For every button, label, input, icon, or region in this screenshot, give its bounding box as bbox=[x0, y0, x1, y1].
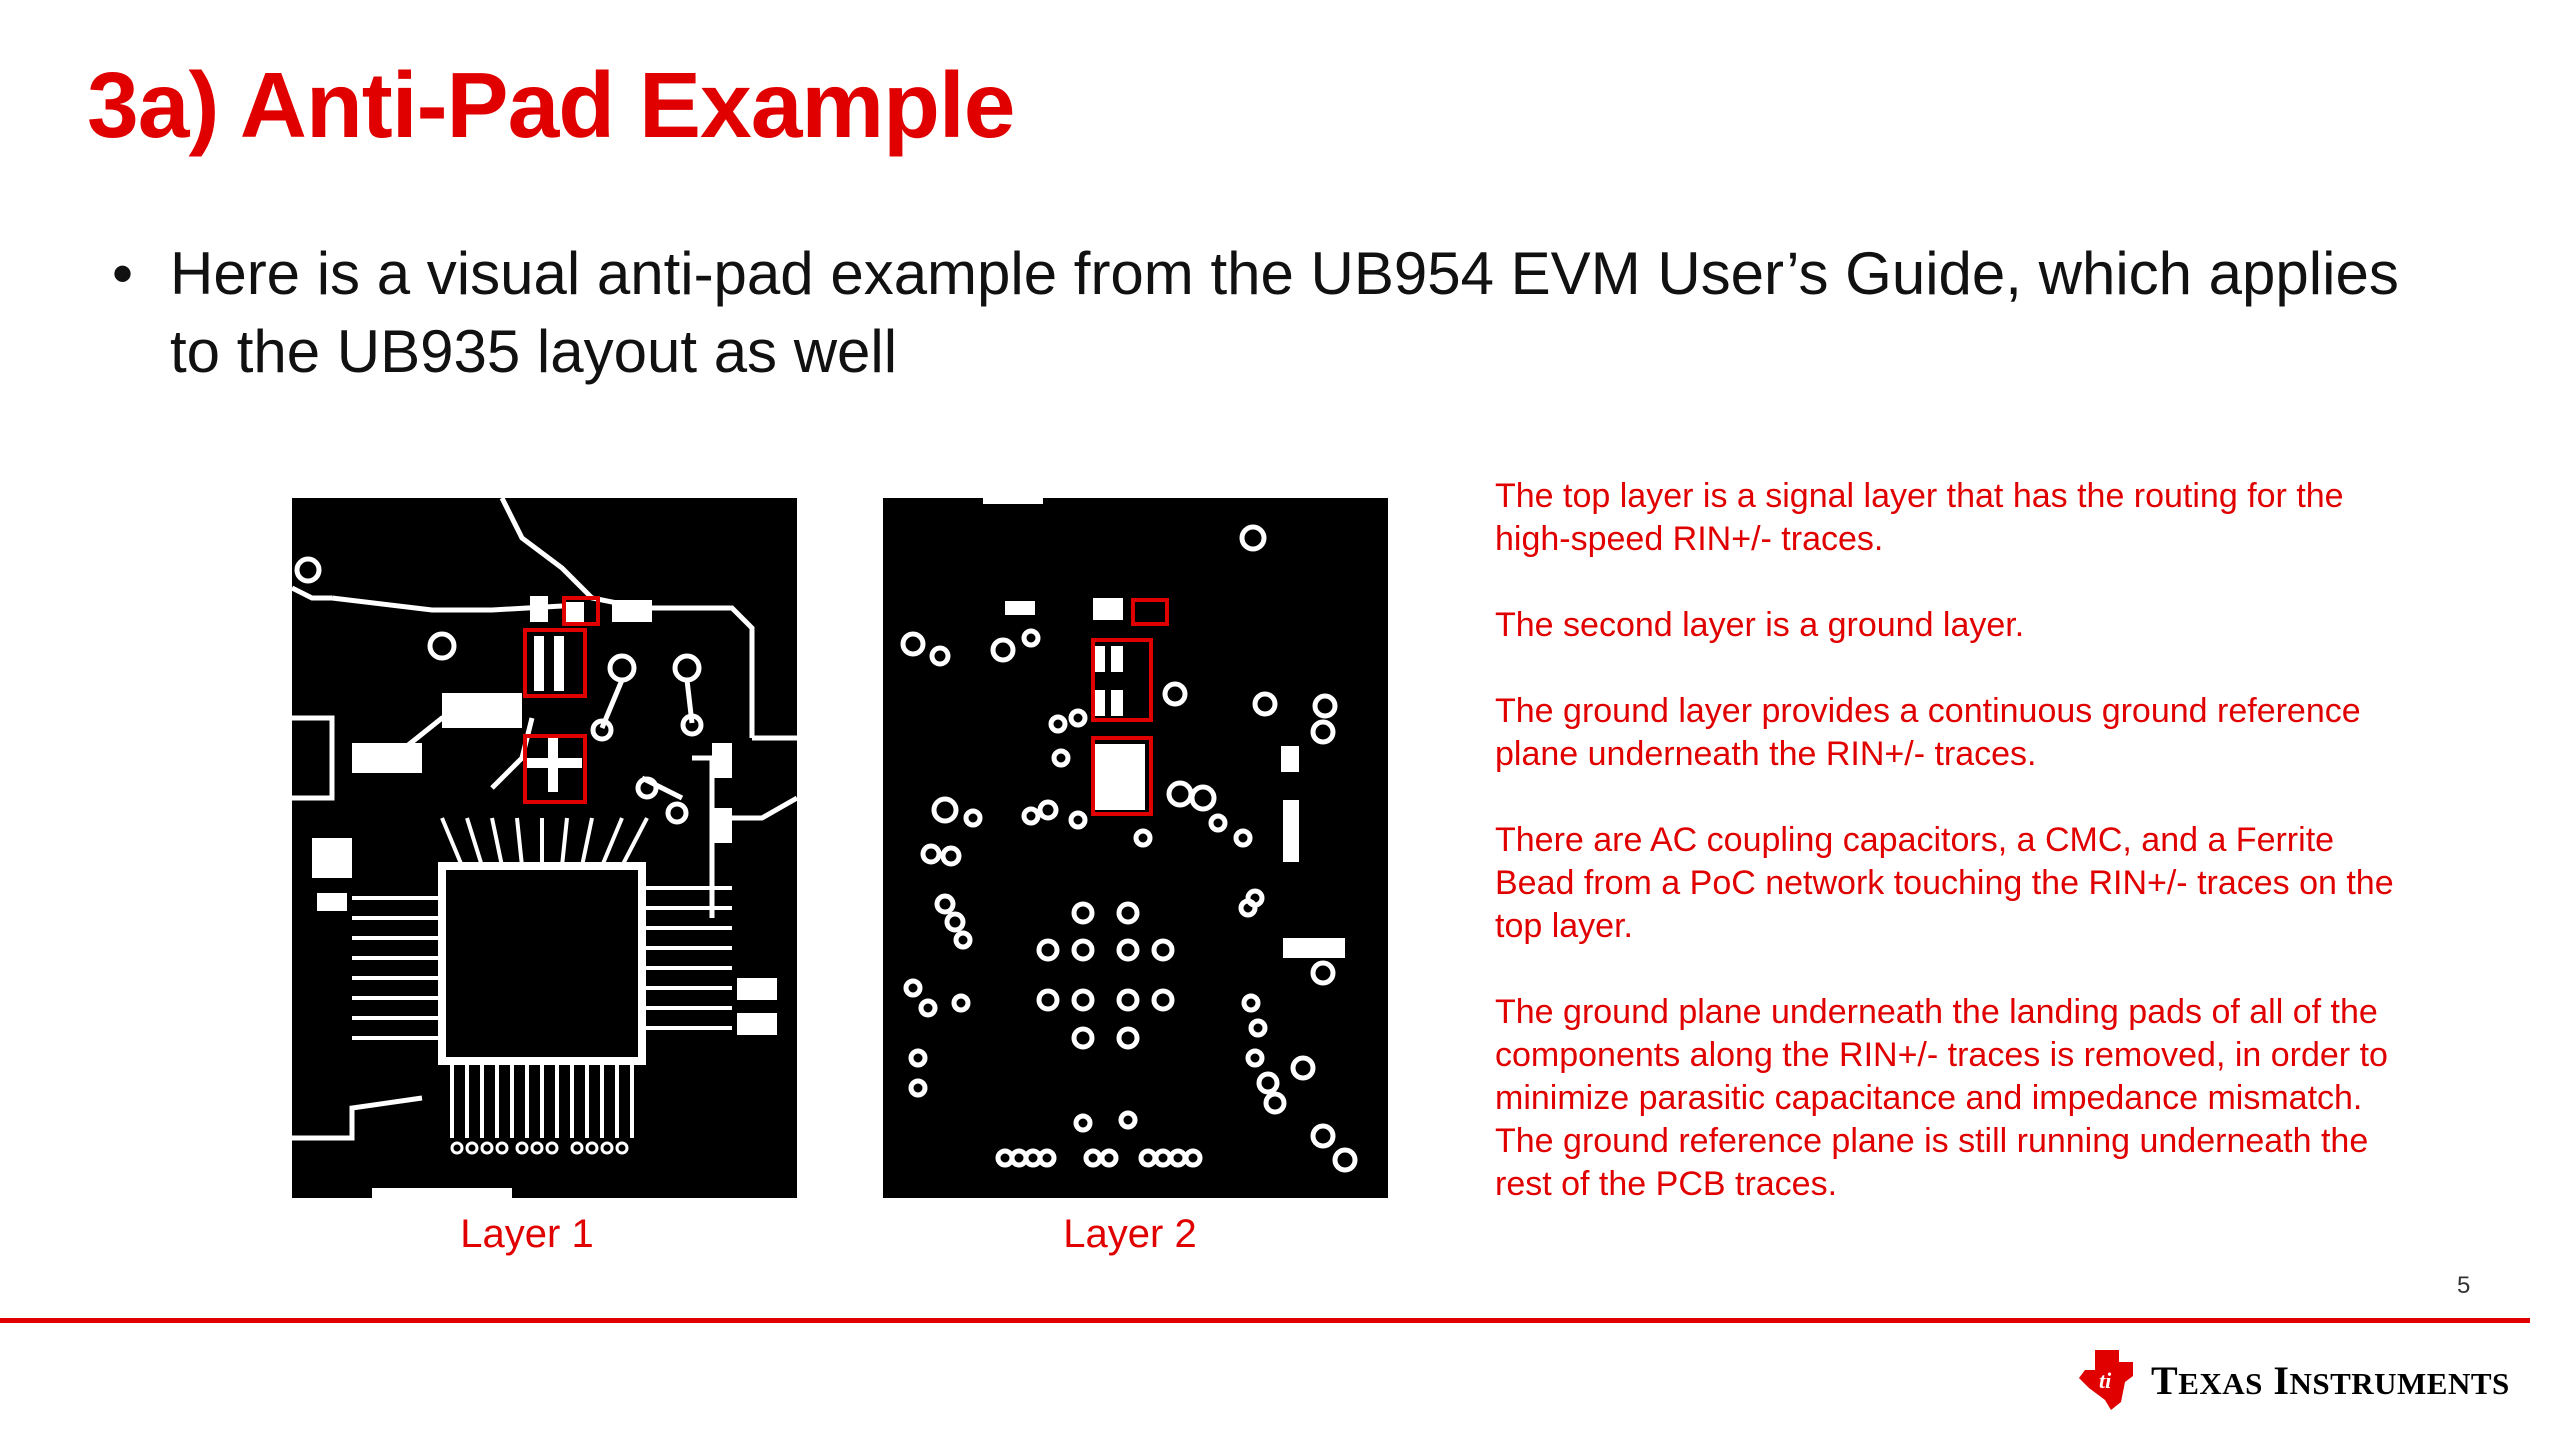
note-paragraph: The top layer is a signal layer that has the routing for the high-speed RIN+/- traces. bbox=[1495, 477, 2344, 558]
slide-title: 3a) Anti-Pad Example bbox=[87, 53, 1015, 157]
note-paragraph: The ground plane underneath the landing pads of all of the components along the RIN+/- traces is removed, in order to minimize parasitic capacitance and impedance mismatch. The ground reference plane is still running underneath the rest of the PCB traces. bbox=[1495, 993, 2388, 1203]
bullet-marker: • bbox=[112, 240, 134, 307]
bullet-point bbox=[112, 235, 2402, 391]
note-paragraph: There are AC coupling capacitors, a CMC, and a Ferrite Bead from a PoC network touching the RIN+/- traces on the top layer. bbox=[1495, 821, 2394, 945]
layer2-pcb-image bbox=[883, 498, 1388, 1198]
bullet-text: Here is a visual anti-pad example from the UB954 EVM User’s Guide, which applies to the UB935 layout as well bbox=[170, 240, 2399, 385]
ti-emblem-icon bbox=[2075, 1348, 2137, 1412]
page-number: 5 bbox=[2457, 1272, 2471, 1299]
explanation-notes bbox=[1495, 475, 2395, 1249]
texas-instruments-logo bbox=[2075, 1348, 2510, 1412]
layer2-caption: Layer 2 bbox=[1063, 1212, 1197, 1256]
ti-wordmark: TEXAS INSTRUMENTS bbox=[2151, 1357, 2510, 1403]
footer-divider bbox=[0, 1318, 2530, 1323]
svg-text:ti: ti bbox=[2099, 1368, 2112, 1393]
note-paragraph: The second layer is a ground layer. bbox=[1495, 606, 2025, 644]
layer1-caption: Layer 1 bbox=[460, 1212, 594, 1256]
layer1-pcb-image bbox=[292, 498, 797, 1198]
note-paragraph: The ground layer provides a continuous ground reference plane underneath the RIN+/- traces. bbox=[1495, 692, 2361, 773]
